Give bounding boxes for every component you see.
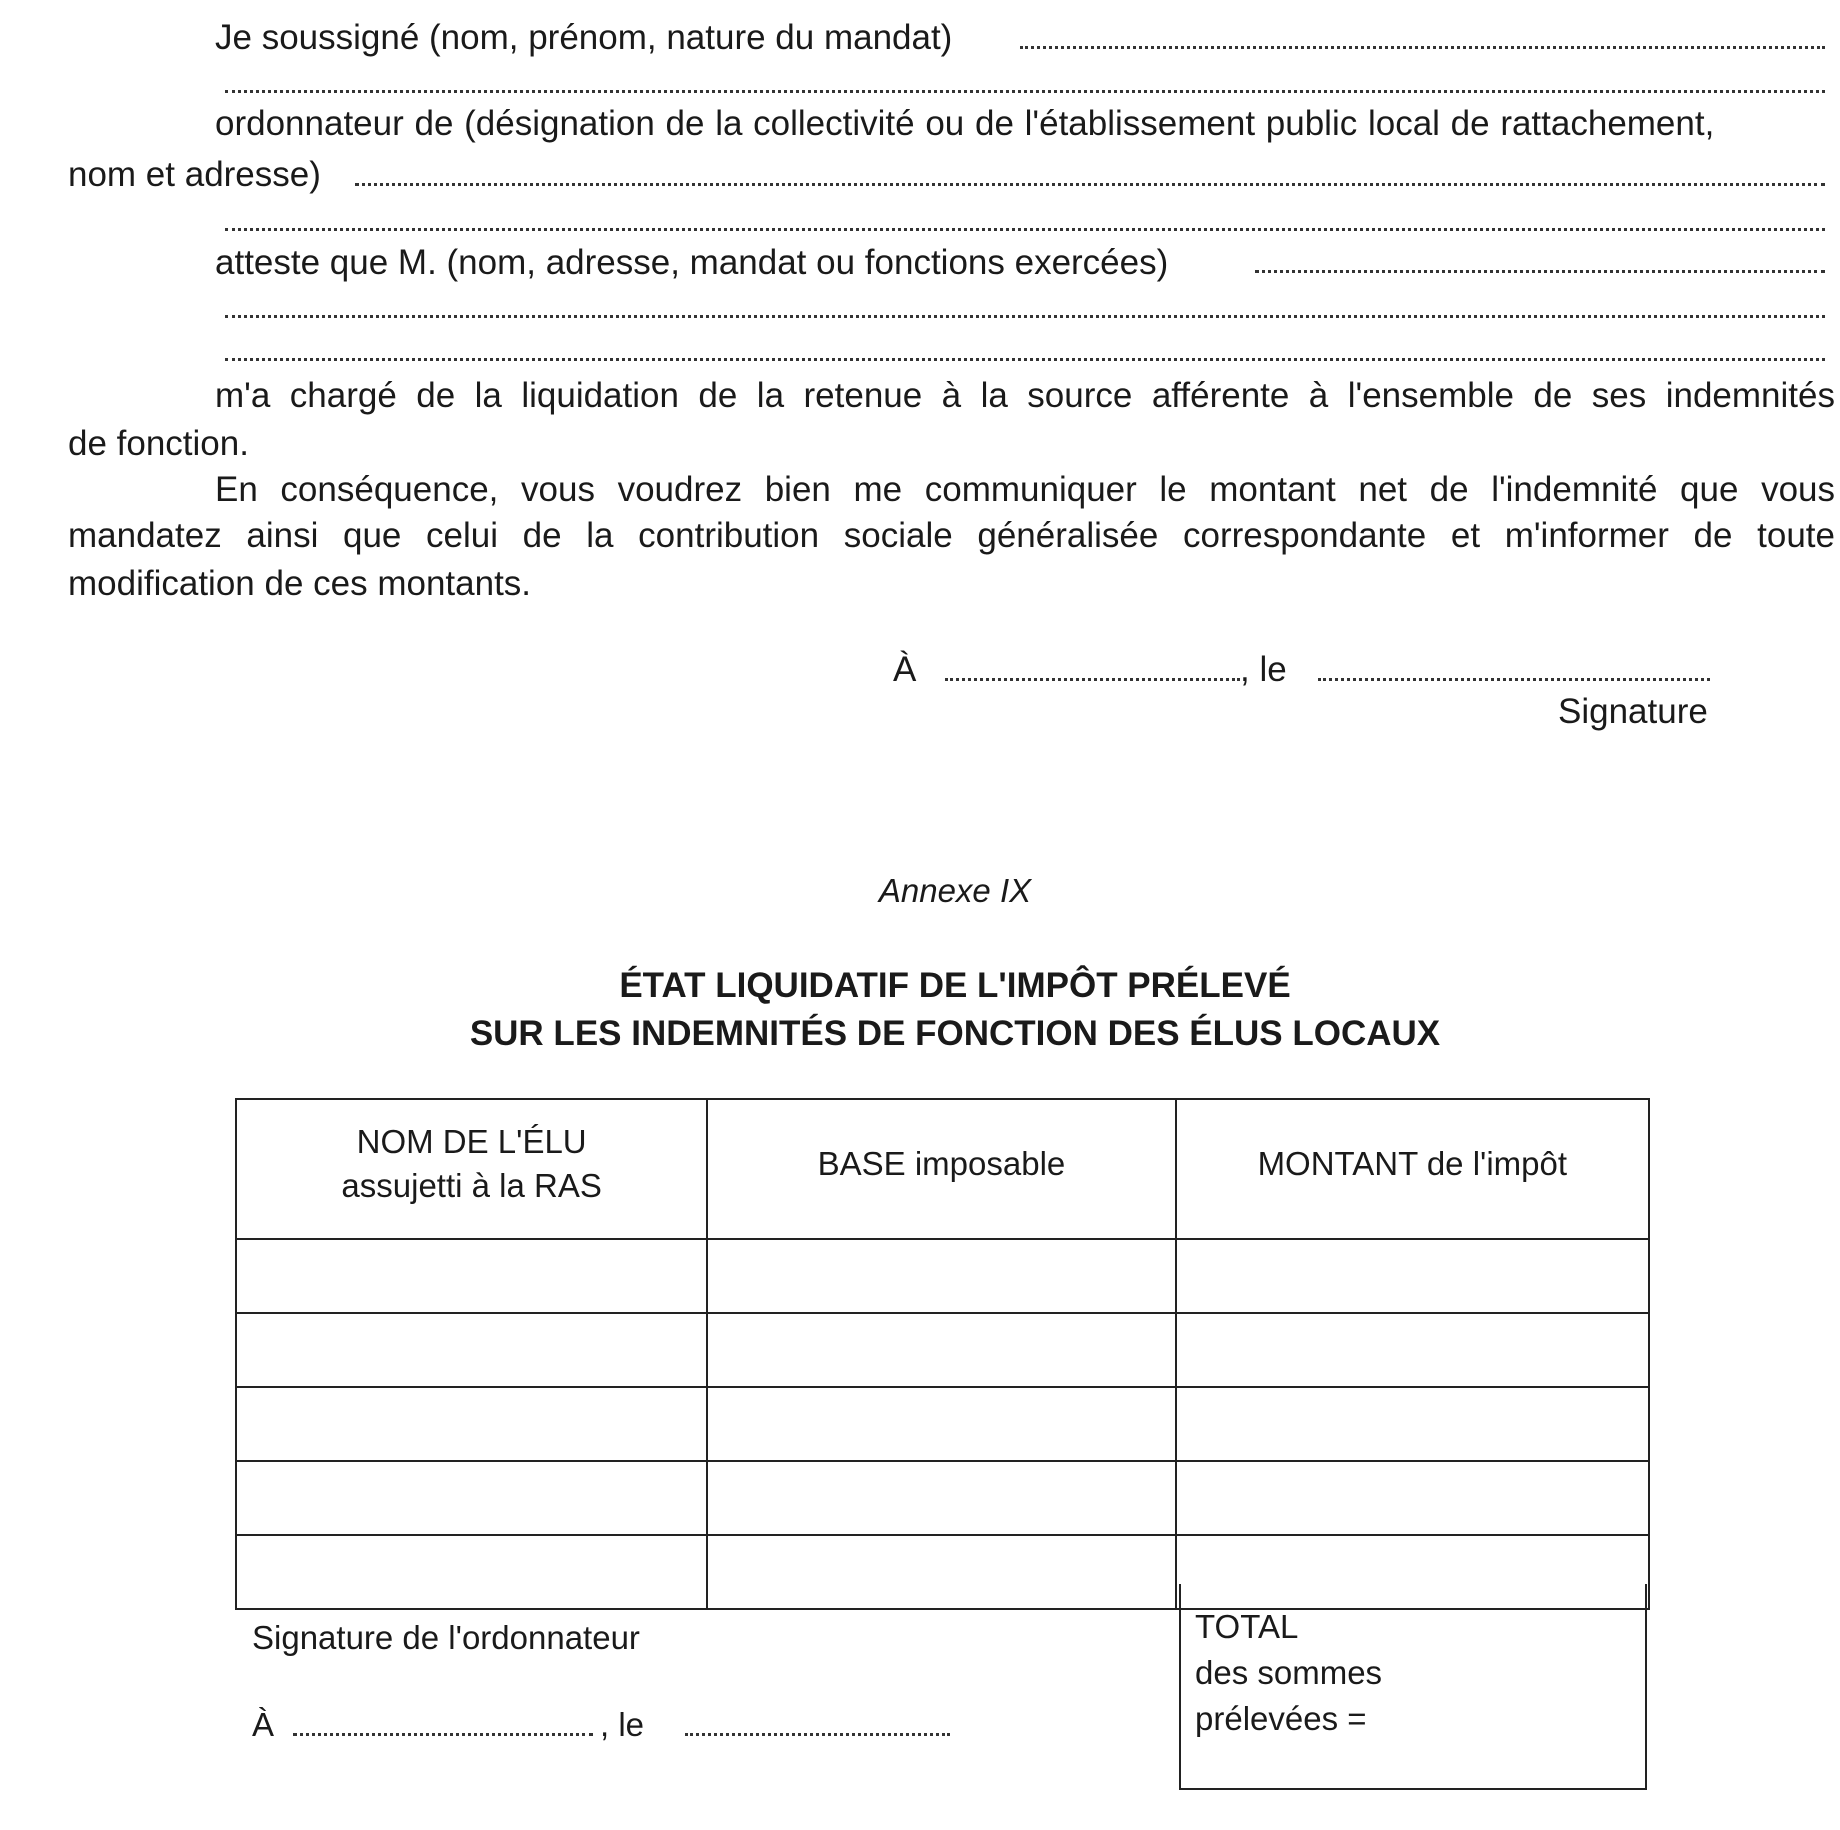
atteste-field[interactable] (1255, 270, 1825, 273)
column-header-montant (1176, 1099, 1649, 1239)
footer-date-field[interactable] (685, 1733, 950, 1736)
table-cell-base[interactable] (707, 1461, 1175, 1535)
paragraph-consequence-line2: mandatez ainsi que celui de la contribution sociale généralisée correspondante et m'informer de toute (68, 516, 1835, 555)
date-prefix: , le (1240, 650, 1287, 689)
table-cell-montant[interactable] (1176, 1239, 1649, 1313)
ordonnateur-field-continued[interactable] (225, 228, 1825, 231)
table-cell-nom[interactable] (236, 1461, 707, 1535)
place-field[interactable] (945, 678, 1240, 681)
signature-label: Signature (1558, 692, 1708, 731)
tax-table (235, 1098, 1650, 1610)
annex-title-line2: SUR LES INDEMNITÉS DE FONCTION DES ÉLUS LOCAUX (469, 1014, 1441, 1053)
table-row (236, 1387, 1649, 1461)
column-header-nom (236, 1099, 707, 1239)
nom-adresse-label: nom et adresse) (68, 155, 321, 194)
paragraph-consequence-line3: modification de ces montants. (68, 564, 532, 603)
total-label-line3: prélevées = (1195, 1700, 1367, 1737)
column-header-montant-label: MONTANT de l'impôt (1257, 1145, 1568, 1182)
annex-title-line1: ÉTAT LIQUIDATIF DE L'IMPÔT PRÉLEVÉ (619, 966, 1291, 1005)
atteste-field-continued-2[interactable] (225, 358, 1825, 361)
soussigne-label: Je soussigné (nom, prénom, nature du mandat) (215, 18, 953, 57)
paragraph-consequence-line1: En conséquence, vous voudrez bien me communiquer le montant net de l'indemnité que vous (215, 470, 1835, 509)
total-label-line2: des sommes (1195, 1654, 1383, 1691)
ordonnateur-signature-label: Signature de l'ordonnateur (252, 1619, 640, 1656)
paragraph-liquidation-line2: de fonction. (68, 424, 249, 463)
table-row (236, 1239, 1649, 1313)
table-cell-nom[interactable] (236, 1535, 707, 1609)
table-row (236, 1313, 1649, 1387)
footer-place-prefix: À (252, 1706, 275, 1743)
table-cell-base[interactable] (707, 1535, 1175, 1609)
table-cell-nom[interactable] (236, 1313, 707, 1387)
table-cell-nom[interactable] (236, 1387, 707, 1461)
table-cell-montant[interactable] (1176, 1461, 1649, 1535)
table-header-row (236, 1099, 1649, 1239)
ordonnateur-label: ordonnateur de (désignation de la collectivité ou de l'établissement public local de rattachement, (215, 104, 1715, 143)
table-cell-montant[interactable] (1176, 1387, 1649, 1461)
column-header-base-label: BASE imposable (817, 1145, 1066, 1182)
footer-date-prefix: , le (600, 1706, 645, 1743)
soussigne-field-continued[interactable] (225, 90, 1825, 93)
total-label-line1: TOTAL (1195, 1608, 1299, 1645)
atteste-field-continued-1[interactable] (225, 315, 1825, 318)
place-prefix: À (893, 650, 917, 689)
footer-place-field[interactable] (293, 1733, 593, 1736)
column-header-nom-line2: assujetti à la RAS (341, 1167, 602, 1204)
column-header-nom-line1: NOM DE L'ÉLU (356, 1123, 587, 1160)
table-cell-nom[interactable] (236, 1239, 707, 1313)
table-row (236, 1461, 1649, 1535)
atteste-label: atteste que M. (nom, adresse, mandat ou fonctions exercées) (215, 243, 1169, 282)
table-cell-base[interactable] (707, 1313, 1175, 1387)
ordonnateur-field[interactable] (355, 183, 1825, 186)
table-cell-base[interactable] (707, 1387, 1175, 1461)
column-header-base (707, 1099, 1175, 1239)
total-box[interactable] (1179, 1584, 1647, 1790)
paragraph-liquidation-line1: m'a chargé de la liquidation de la retenue à la source afférente à l'ensemble de ses indemnités (215, 376, 1835, 415)
soussigne-field[interactable] (1020, 46, 1825, 49)
table-cell-montant[interactable] (1176, 1313, 1649, 1387)
table-cell-base[interactable] (707, 1239, 1175, 1313)
date-field[interactable] (1318, 678, 1710, 681)
annex-label: Annexe IX (878, 872, 1032, 909)
